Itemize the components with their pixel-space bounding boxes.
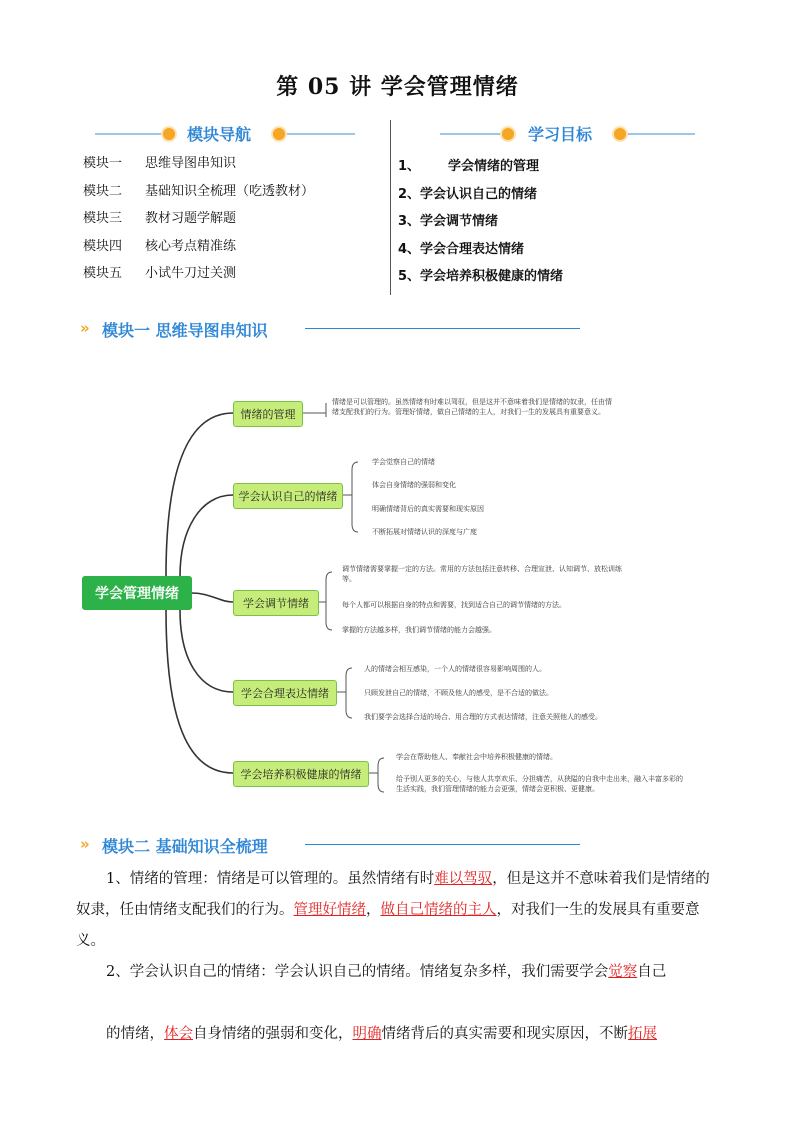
mindmap-leaf: 人的情绪会相互感染，一个人的情绪很容易影响周围的人。	[364, 665, 546, 673]
text-run: ，对我们一生的发展具有重要意义。	[76, 902, 700, 949]
goal-text: 学会认识自己的情绪	[420, 186, 538, 202]
nav-item[interactable]	[83, 207, 314, 235]
goal-text: 学会合理表达情绪	[420, 241, 525, 257]
highlight-term: 体会	[164, 1026, 193, 1042]
goals-heading-line-right	[628, 133, 695, 135]
mindmap	[70, 370, 740, 810]
goal-text: 学会情绪的管理	[448, 159, 540, 174]
nav-item-key: 模块四	[83, 238, 123, 254]
nav-item[interactable]	[83, 180, 314, 208]
mindmap-branch: 学会培养积极健康的情绪	[233, 761, 369, 787]
paragraph-1	[76, 864, 716, 957]
goals-heading-line-left	[440, 133, 502, 135]
leaf-bracket-5	[368, 758, 384, 792]
leaf-bracket-4	[336, 668, 352, 718]
text-run: ，	[366, 902, 381, 918]
mindmap-branch: 学会合理表达情绪	[233, 680, 337, 706]
connector-branch-1	[166, 413, 233, 576]
goals-heading-dot-right	[614, 128, 626, 140]
highlight-term: 觉察	[608, 964, 638, 980]
mindmap-leaf: 情绪是可以管理的。虽然情绪有时难以驾驭，但是这并不意味着我们是情绪的奴隶，任由情绪支配我们的行为。管理好情绪，做自己情绪的主人，对我们一生的发展具有重要意义。	[332, 398, 612, 416]
mindmap-branch: 情绪的管理	[233, 401, 303, 427]
goal-item	[398, 238, 563, 266]
nav-item-text: 教材习题学解题	[145, 211, 237, 226]
mindmap-leaf: 明确情绪背后的真实需要和现实原因	[372, 505, 484, 513]
goal-item	[398, 155, 563, 183]
highlight-term: 拓展	[628, 1026, 657, 1042]
mindmap-leaf: 掌握的方法越多样，我们调节情绪的能力会越强。	[342, 626, 496, 634]
nav-heading-line-right	[287, 133, 355, 135]
text-run: 情绪背后的真实需要和现实原因，不断	[381, 1026, 628, 1042]
nav-item[interactable]	[83, 235, 314, 263]
mindmap-leaf: 体会自身情绪的强弱和变化	[372, 481, 456, 489]
nav-heading-label: 模块导航	[187, 125, 252, 144]
connector-branch-2	[180, 495, 233, 576]
mindmap-branch: 学会认识自己的情绪	[233, 483, 343, 509]
text-run: 自己	[637, 964, 667, 980]
nav-list	[83, 152, 314, 290]
module2-label: 模块二 基础知识全梳理	[102, 837, 268, 856]
goal-num: 5、	[398, 269, 421, 284]
nav-item-text: 基础知识全梳理（吃透教材）	[145, 183, 315, 199]
goal-text: 学会调节情绪	[420, 214, 499, 229]
nav-item-text: 小试牛刀过关测	[145, 266, 237, 281]
text-run: 的情绪，	[106, 1026, 164, 1042]
goals-heading	[440, 122, 695, 146]
nav-item-key: 模块一	[83, 156, 123, 171]
nav-item[interactable]	[83, 262, 314, 290]
goal-num: 3、	[398, 214, 421, 229]
mindmap-leaf: 调节情绪需要掌握一定的方法。常用的方法包括注意转移、合理宣泄、认知调节、放松训练等。	[342, 565, 622, 583]
mindmap-leaf: 只顾发泄自己的情绪，不顾及他人的感受，是不合适的做法。	[364, 689, 553, 697]
mindmap-leaf: 学会觉察自己的情绪	[372, 458, 435, 466]
leaf-bracket-3	[318, 572, 332, 630]
goal-item	[398, 265, 563, 293]
double-chevron-icon: »	[80, 835, 90, 853]
nav-item-text: 思维导图串知识	[145, 156, 237, 171]
module1-label: 模块一 思维导图串知识	[102, 321, 268, 340]
goal-text: 学会培养积极健康的情绪	[420, 269, 564, 284]
connector-branch-3	[192, 593, 233, 602]
mindmap-leaf: 不断拓展对情绪认识的深度与广度	[372, 528, 477, 536]
goal-num: 2、	[398, 186, 421, 202]
goal-item	[398, 210, 563, 238]
text-run: 1、情绪的管理：情绪是可以管理的。虽然情绪有时	[106, 871, 435, 887]
highlight-term: 难以驾驭	[434, 871, 493, 887]
connector-branch-4	[180, 610, 233, 692]
mindmap-leaf: 学会在帮助他人、奉献社会中培养积极健康的情绪。	[396, 753, 557, 761]
module2-heading	[80, 834, 580, 856]
nav-item-key: 模块三	[83, 211, 123, 226]
nav-heading-dot-left	[163, 128, 175, 140]
goals-heading-label: 学习目标	[528, 125, 593, 144]
leaf-bracket-1	[302, 403, 326, 417]
nav-heading-line-left	[95, 133, 165, 135]
goal-num: 1、	[398, 159, 421, 174]
nav-heading	[95, 122, 355, 146]
page-title: 第 05 讲 学会管理情绪	[276, 74, 519, 100]
module1-heading	[80, 318, 580, 340]
highlight-term: 管理好情绪	[293, 902, 366, 918]
nav-item-text: 核心考点精准练	[145, 238, 237, 254]
mindmap-branch: 学会调节情绪	[233, 590, 319, 616]
text-run: ，但是这并不意味着我们是情绪的奴隶，任由情绪支配我们的行为。	[76, 871, 710, 918]
nav-heading-dot-right	[273, 128, 285, 140]
goal-item	[398, 183, 563, 211]
mindmap-leaf: 每个人都可以根据自身的特点和需要，找到适合自己的调节情绪的方法。	[342, 601, 566, 609]
nav-item-key: 模块五	[83, 266, 123, 281]
text-run: 2、学会认识自己的情绪：学会认识自己的情绪。情绪复杂多样，我们需要学会	[106, 964, 609, 980]
goals-heading-dot-left	[502, 128, 514, 140]
module1-rule	[305, 328, 580, 329]
double-chevron-icon: »	[80, 319, 90, 337]
mindmap-root: 学会管理情绪	[82, 576, 192, 610]
header-divider	[390, 120, 391, 295]
nav-item-key: 模块二	[83, 183, 123, 199]
nav-item[interactable]	[83, 152, 314, 180]
paragraph-3	[76, 1019, 716, 1050]
highlight-term: 做自己情绪的主人	[380, 902, 497, 918]
goal-num: 4、	[398, 241, 421, 257]
paragraph-2	[76, 957, 716, 988]
mindmap-leaf: 给予别人更多的关心，与他人共享欢乐、分担痛苦，从狭隘的自我中走出来，融入丰富多彩的生活实践，我们管理情绪的能力会更强，情绪会更积极、更健康。	[396, 775, 683, 793]
leaf-bracket-2	[342, 462, 358, 532]
mindmap-leaf: 我们要学会选择合适的场合、用合理的方式表达情绪，注意关照他人的感受。	[364, 713, 602, 721]
goal-list	[398, 155, 563, 293]
module2-rule	[305, 844, 580, 845]
text-run: 自身情绪的强弱和变化，	[193, 1026, 353, 1042]
highlight-term: 明确	[352, 1026, 382, 1042]
